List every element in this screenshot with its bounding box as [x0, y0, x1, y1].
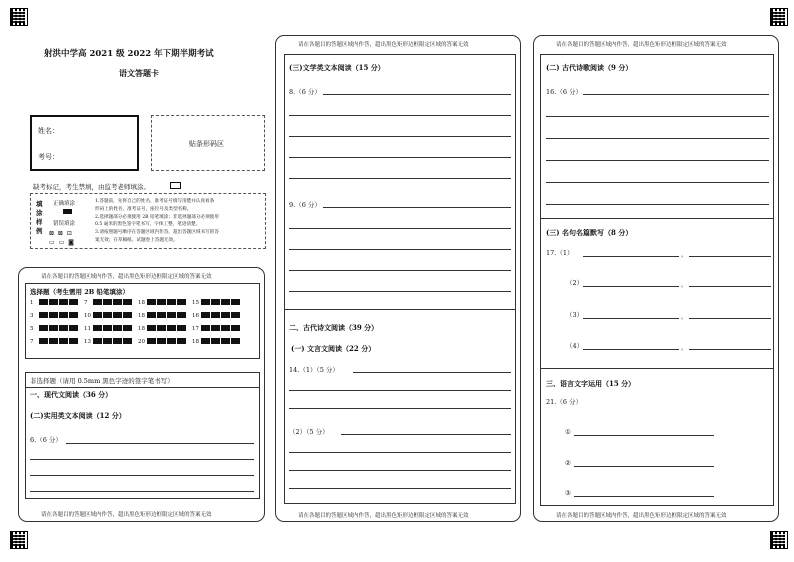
- answer-line[interactable]: [289, 470, 511, 471]
- answer-bubble[interactable]: [103, 299, 112, 305]
- answer-line[interactable]: [30, 491, 254, 492]
- answer-bubble[interactable]: [231, 299, 240, 305]
- answer-bubble[interactable]: [39, 312, 48, 318]
- choice-row[interactable]: [84, 338, 133, 345]
- comma: ，: [681, 343, 688, 351]
- middle-answer-panel: [275, 35, 521, 522]
- answer-bubble[interactable]: [49, 312, 58, 318]
- section-modern-reading: 一、现代文阅读（36 分）: [30, 390, 113, 399]
- corner-qr-code: [770, 531, 788, 549]
- choice-row[interactable]: [84, 325, 133, 332]
- choice-row[interactable]: [192, 312, 241, 319]
- section-poetry: (二) 古代诗歌阅读（9 分）: [546, 63, 633, 72]
- answer-line[interactable]: [546, 160, 769, 161]
- choice-heading: 选择题（考生需用 2B 铅笔填涂）: [30, 288, 130, 296]
- answer-bubble[interactable]: [177, 338, 186, 344]
- answer-bubble[interactable]: [123, 325, 132, 331]
- answer-line[interactable]: [583, 94, 769, 95]
- student-info-box[interactable]: [30, 115, 139, 171]
- answer-bubble[interactable]: [113, 338, 122, 344]
- question-number: 1: [30, 299, 34, 306]
- answer-line[interactable]: [583, 256, 679, 257]
- right-answer-box: [540, 54, 774, 506]
- left-answer-panel: [18, 267, 265, 522]
- answer-line[interactable]: [323, 94, 511, 95]
- absent-mark-box[interactable]: [170, 182, 181, 189]
- answer-line[interactable]: [66, 443, 254, 444]
- question-number: 7: [30, 338, 34, 345]
- correct-fill-label: 正确填涂: [53, 201, 76, 207]
- notice-text: 请在各题目的答题区域内作答，超出黑色矩形边框限定区域的答案无效: [41, 274, 212, 280]
- classical-box: [284, 310, 516, 504]
- answer-bubble[interactable]: [69, 299, 78, 305]
- question-number: 7: [84, 299, 88, 306]
- instructions: 1.答题前，先将自己的姓名、准考证号填写清楚并认真看条 形码上的姓名，准考证号，座位号及类型名称。 2.选择题部分必须使用 2B 铅笔填涂；非选择题部分必须使用 0.5 毫米的黑色签字笔书写，字体工整，笔迹清楚。 3.请按照题号顺序在答题区域内作答，超出答题区域书写的答 案无效；在草稿纸、试题卷上答题无效。: [95, 199, 219, 243]
- choice-row[interactable]: [192, 338, 241, 345]
- answer-bubble[interactable]: [103, 312, 112, 318]
- comma: ，: [681, 250, 688, 258]
- answer-bubble[interactable]: [93, 312, 102, 318]
- notice-text: 请在各题目的答题区域内作答，超出黑色矩形边框限定区域的答案无效: [41, 512, 212, 518]
- question-number: 16: [192, 312, 199, 319]
- fill-example-title: 填涂样例: [36, 200, 43, 235]
- answer-line[interactable]: [289, 249, 511, 250]
- section-wenyan: (一) 文言文阅读（22 分）: [291, 344, 376, 353]
- answer-line[interactable]: [289, 157, 511, 158]
- notice-text: 请在各题目的答题区域内作答，超出黑色矩形边框限定区域的答案无效: [556, 42, 727, 48]
- answer-bubble[interactable]: [221, 338, 230, 344]
- q17-2-label: （2）: [566, 279, 584, 287]
- answer-line[interactable]: [30, 459, 254, 460]
- choice-box: [25, 283, 260, 359]
- answer-bubble[interactable]: [69, 338, 78, 344]
- wrong-fill-samples-2: ▭ ▭ ◙: [49, 239, 75, 246]
- answer-bubble[interactable]: [59, 299, 68, 305]
- answer-bubble[interactable]: [157, 299, 166, 305]
- answer-line[interactable]: [289, 136, 511, 137]
- q6-label: 6.（6 分）: [30, 436, 62, 444]
- choice-row[interactable]: [192, 299, 241, 306]
- section-practical-text: (二)实用类文本阅读（12 分）: [30, 411, 126, 420]
- answer-bubble[interactable]: [221, 299, 230, 305]
- question-number: 17: [192, 325, 199, 332]
- answer-bubble[interactable]: [221, 325, 230, 331]
- answer-line[interactable]: [689, 286, 771, 287]
- section-dictation: (三) 名句名篇默写（8 分）: [546, 228, 633, 237]
- choice-row[interactable]: [30, 325, 79, 332]
- answer-line[interactable]: [574, 435, 714, 436]
- question-number: 20: [138, 338, 145, 345]
- answer-bubble[interactable]: [113, 299, 122, 305]
- barcode-area: [151, 115, 265, 171]
- answer-bubble[interactable]: [49, 299, 58, 305]
- question-number: 18: [138, 299, 145, 306]
- answer-line[interactable]: [583, 349, 679, 350]
- right-answer-panel: [533, 35, 779, 522]
- choice-row[interactable]: [30, 312, 79, 319]
- answer-bubble[interactable]: [147, 325, 156, 331]
- choice-row[interactable]: [192, 325, 241, 332]
- notice-text: 请在各题目的答题区域内作答，超出黑色矩形边框限定区域的答案无效: [298, 42, 469, 48]
- q8-label: 8.（6 分）: [289, 88, 321, 96]
- answer-line[interactable]: [546, 182, 769, 183]
- answer-bubble[interactable]: [231, 312, 240, 318]
- answer-bubble[interactable]: [177, 299, 186, 305]
- answer-line[interactable]: [323, 207, 511, 208]
- answer-bubble[interactable]: [147, 312, 156, 318]
- answer-line[interactable]: [689, 256, 771, 257]
- nonchoice-box: [25, 372, 260, 499]
- q17-3-label: （3）: [566, 311, 584, 319]
- answer-line[interactable]: [289, 390, 511, 391]
- id-label: 考号：: [38, 153, 59, 161]
- answer-bubble[interactable]: [231, 338, 240, 344]
- answer-bubble[interactable]: [49, 338, 58, 344]
- q17-4-label: （4）: [566, 342, 584, 350]
- answer-bubble[interactable]: [231, 325, 240, 331]
- answer-bubble[interactable]: [147, 338, 156, 344]
- answer-bubble[interactable]: [157, 338, 166, 344]
- answer-bubble[interactable]: [201, 312, 210, 318]
- answer-bubble[interactable]: [177, 325, 186, 331]
- choice-row[interactable]: [138, 325, 187, 332]
- answer-bubble[interactable]: [93, 325, 102, 331]
- corner-qr-code: [10, 531, 28, 549]
- answer-bubble[interactable]: [103, 325, 112, 331]
- notice-text: 请在各题目的答题区域内作答，超出黑色矩形边框限定区域的答案无效: [298, 513, 469, 519]
- answer-line[interactable]: [30, 475, 254, 476]
- barcode-label: 贴条形码区: [189, 140, 224, 148]
- question-number: 15: [192, 299, 199, 306]
- answer-bubble[interactable]: [39, 338, 48, 344]
- choice-row[interactable]: [84, 312, 133, 319]
- answer-bubble[interactable]: [167, 325, 176, 331]
- choice-row[interactable]: [30, 338, 79, 345]
- q21-label: 21.（6 分）: [546, 398, 583, 406]
- answer-bubble[interactable]: [39, 299, 48, 305]
- answer-bubble[interactable]: [167, 338, 176, 344]
- fill-example-box: [30, 193, 266, 249]
- answer-line[interactable]: [289, 270, 511, 271]
- q14-1-label: 14.（1）（5 分）: [289, 366, 339, 374]
- answer-line[interactable]: [289, 488, 511, 489]
- choice-row[interactable]: [84, 299, 133, 306]
- section-language-use: 三、语言文字运用（15 分）: [546, 379, 636, 388]
- answer-line[interactable]: [289, 178, 511, 179]
- q9-label: 9.（6 分）: [289, 201, 321, 209]
- answer-bubble[interactable]: [49, 325, 58, 331]
- q16-label: 16.（6 分）: [546, 88, 583, 96]
- question-number: 3: [30, 312, 34, 319]
- answer-bubble[interactable]: [167, 312, 176, 318]
- answer-bubble[interactable]: [69, 312, 78, 318]
- corner-qr-code: [770, 8, 788, 26]
- answer-line[interactable]: [289, 408, 511, 409]
- answer-bubble[interactable]: [113, 312, 122, 318]
- answer-line[interactable]: [289, 228, 511, 229]
- answer-line[interactable]: [574, 466, 714, 467]
- answer-bubble[interactable]: [211, 338, 220, 344]
- question-number: 18: [138, 312, 145, 319]
- circle-2: ②: [565, 459, 571, 467]
- wrong-fill-label: 错误填涂: [53, 221, 76, 227]
- comma: ，: [681, 280, 688, 288]
- circle-1: ①: [565, 428, 571, 436]
- q14-2-label: （2）（5 分）: [289, 428, 329, 436]
- answer-bubble[interactable]: [69, 325, 78, 331]
- comma: ，: [681, 312, 688, 320]
- section-literary-text: (三)文学类文本阅读（15 分）: [289, 63, 385, 72]
- question-number: 5: [30, 325, 34, 332]
- wrong-fill-samples: ⊠ ⊠ ⊡: [49, 230, 73, 237]
- nonchoice-heading: 非选择题（请用 0.5mm 黑色字迹的签字笔书写）: [30, 377, 174, 385]
- answer-bubble[interactable]: [59, 312, 68, 318]
- corner-qr-code: [10, 8, 28, 26]
- answer-bubble[interactable]: [211, 325, 220, 331]
- answer-bubble[interactable]: [39, 325, 48, 331]
- answer-line[interactable]: [583, 318, 679, 319]
- answer-line[interactable]: [689, 318, 771, 319]
- answer-bubble[interactable]: [201, 338, 210, 344]
- answer-bubble[interactable]: [123, 312, 132, 318]
- answer-line[interactable]: [546, 138, 769, 139]
- answer-bubble[interactable]: [93, 299, 102, 305]
- answer-bubble[interactable]: [167, 299, 176, 305]
- answer-line[interactable]: [289, 115, 511, 116]
- answer-bubble[interactable]: [201, 325, 210, 331]
- question-number: 11: [84, 325, 91, 332]
- answer-line[interactable]: [574, 496, 714, 497]
- answer-line[interactable]: [583, 286, 679, 287]
- page-subtitle: 语文答题卡: [119, 68, 159, 78]
- answer-line[interactable]: [546, 204, 769, 205]
- question-number: 13: [84, 338, 91, 345]
- answer-bubble[interactable]: [147, 299, 156, 305]
- answer-bubble[interactable]: [221, 312, 230, 318]
- question-number: 10: [84, 312, 91, 319]
- choice-row[interactable]: [30, 299, 79, 306]
- literary-box: [284, 54, 516, 310]
- answer-bubble[interactable]: [93, 338, 102, 344]
- answer-bubble[interactable]: [157, 312, 166, 318]
- answer-line[interactable]: [546, 116, 769, 117]
- choice-row[interactable]: [138, 299, 187, 306]
- section-classical: 二、古代诗文阅读（39 分）: [289, 323, 379, 332]
- answer-bubble[interactable]: [59, 338, 68, 344]
- answer-bubble[interactable]: [123, 338, 132, 344]
- answer-bubble[interactable]: [201, 299, 210, 305]
- answer-line[interactable]: [289, 452, 511, 453]
- answer-bubble[interactable]: [113, 325, 122, 331]
- answer-bubble[interactable]: [103, 338, 112, 344]
- answer-bubble[interactable]: [123, 299, 132, 305]
- choice-row[interactable]: [138, 312, 187, 319]
- notice-text: 请在各题目的答题区域内作答，超出黑色矩形边框限定区域的答案无效: [556, 513, 727, 519]
- answer-bubble[interactable]: [59, 325, 68, 331]
- name-label: 姓名：: [38, 127, 59, 135]
- question-number: 18: [192, 338, 199, 345]
- answer-bubble[interactable]: [211, 299, 220, 305]
- answer-bubble[interactable]: [177, 312, 186, 318]
- answer-line[interactable]: [689, 349, 771, 350]
- answer-line[interactable]: [353, 372, 511, 373]
- answer-bubble[interactable]: [211, 312, 220, 318]
- answer-bubble[interactable]: [157, 325, 166, 331]
- correct-fill-sample: [63, 209, 72, 214]
- answer-line[interactable]: [289, 291, 511, 292]
- choice-row[interactable]: [138, 338, 187, 345]
- page-title: 射洪中学高 2021 级 2022 年下期半期考试: [44, 49, 214, 59]
- q17-1-label: 17.（1）: [546, 249, 574, 257]
- answer-line[interactable]: [341, 434, 511, 435]
- question-number: 18: [138, 325, 145, 332]
- circle-3: ③: [565, 489, 571, 497]
- absent-text: 缺考标记，考生禁填，由监考老师填涂。: [33, 183, 150, 191]
